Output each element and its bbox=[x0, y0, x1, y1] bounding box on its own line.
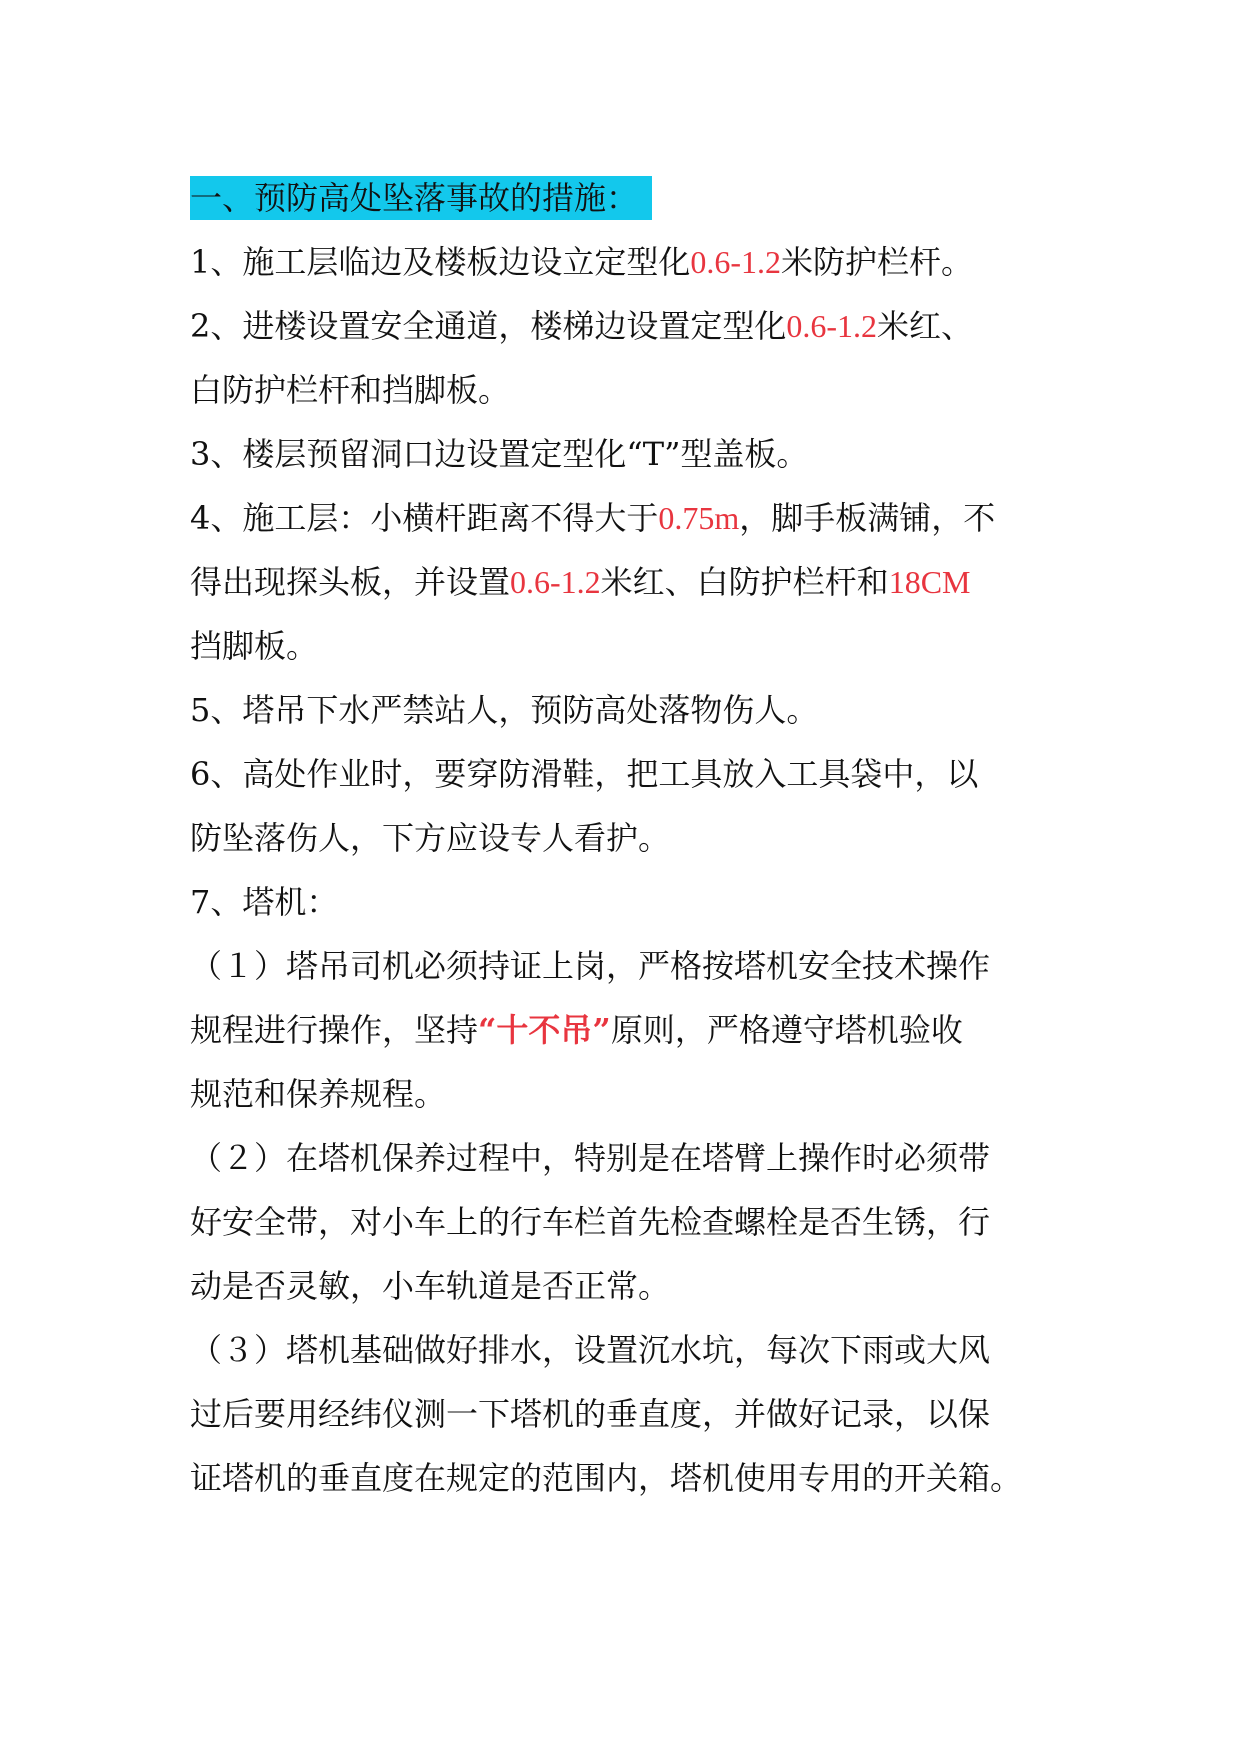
item-2-prefix: 2、进楼设置安全通道，楼梯边设置定型化 bbox=[190, 307, 787, 345]
item-1-value: 0.6-1.2 bbox=[690, 244, 782, 280]
section-heading-line bbox=[190, 166, 1070, 230]
item-7-sub-2-line-2: 好安全带，对小车上的行车栏首先检查螺栓是否生锈，行 bbox=[190, 1203, 991, 1241]
item-7-sub-1-line-1: （１）塔吊司机必须持证上岗，严格按塔机安全技术操作 bbox=[190, 947, 991, 985]
item-4-line-3: 挡脚板。 bbox=[190, 627, 319, 665]
item-2-value: 0.6-1.2 bbox=[786, 308, 878, 344]
item-2-suffix: 红、 bbox=[909, 307, 974, 345]
item-4-line-1 bbox=[190, 486, 1070, 550]
item-3: 3、楼层预留洞口边设置定型化“T”型盖板。 bbox=[190, 435, 809, 473]
item-7-sub-2-line-3: 动是否灵敏，小车轨道是否正常。 bbox=[190, 1267, 671, 1305]
item-7-sub-1-line-3: 规范和保养规程。 bbox=[190, 1075, 447, 1113]
item-2-line-2: 白防护栏杆和挡脚板。 bbox=[190, 371, 511, 409]
item-7-sub-1-line-2-suffix: 原则，严格遵守塔机验收 bbox=[610, 1011, 963, 1049]
item-1 bbox=[190, 230, 1070, 294]
item-7-sub-1-line-2-prefix: 规程进行操作，坚持 bbox=[190, 1011, 479, 1049]
item-5: 5、塔吊下水严禁站人，预防高处落物伤人。 bbox=[190, 691, 819, 729]
item-4-line-2-prefix: 得出现探头板，并设置 bbox=[190, 563, 511, 601]
item-4-suffix-1: ，脚手板满铺，不 bbox=[739, 499, 996, 537]
section-heading: 一、预防高处坠落事故的措施： bbox=[190, 176, 652, 220]
item-6-line-1: 6、高处作业时，要穿防滑鞋，把工具放入工具袋中，以 bbox=[190, 755, 979, 793]
item-4-value-1: 0.75m bbox=[658, 500, 740, 536]
item-7-sub-3-line-2: 过后要用经纬仪测一下塔机的垂直度，并做好记录，以保 bbox=[190, 1395, 991, 1433]
item-1-suffix: 米防护栏杆。 bbox=[781, 243, 974, 281]
item-7-sub-3-line-3: 证塔机的垂直度在规定的范围内，塔机使用专用的开关箱。 bbox=[190, 1459, 1023, 1497]
item-4-prefix: 4、施工层：小横杆距离不得大于 bbox=[190, 499, 659, 537]
document-body bbox=[190, 166, 1070, 1510]
item-7-sub-1-highlight: “十不吊” bbox=[478, 1011, 611, 1049]
item-4-value-2: 0.6-1.2 bbox=[510, 564, 601, 600]
item-7-title: 7、塔机： bbox=[190, 883, 339, 921]
item-4-value-3: 18CM bbox=[888, 564, 971, 600]
item-4-line-2 bbox=[190, 550, 1070, 614]
item-6-line-2: 防坠落伤人，下方应设专人看护。 bbox=[190, 819, 671, 857]
item-1-prefix: 1、施工层临边及楼板边设立定型化 bbox=[190, 243, 691, 281]
item-7-sub-1-line-2 bbox=[190, 998, 1070, 1062]
item-7-sub-3-line-1: （３）塔机基础做好排水，设置沉水坑，每次下雨或大风 bbox=[190, 1331, 991, 1369]
item-2-unit: 米 bbox=[877, 307, 910, 345]
item-2-line-1 bbox=[190, 294, 1070, 358]
item-7-sub-2-line-1: （２）在塔机保养过程中，特别是在塔臂上操作时必须带 bbox=[190, 1139, 991, 1177]
item-4-line-2-mid: 米红、白防护栏杆和 bbox=[600, 563, 889, 601]
